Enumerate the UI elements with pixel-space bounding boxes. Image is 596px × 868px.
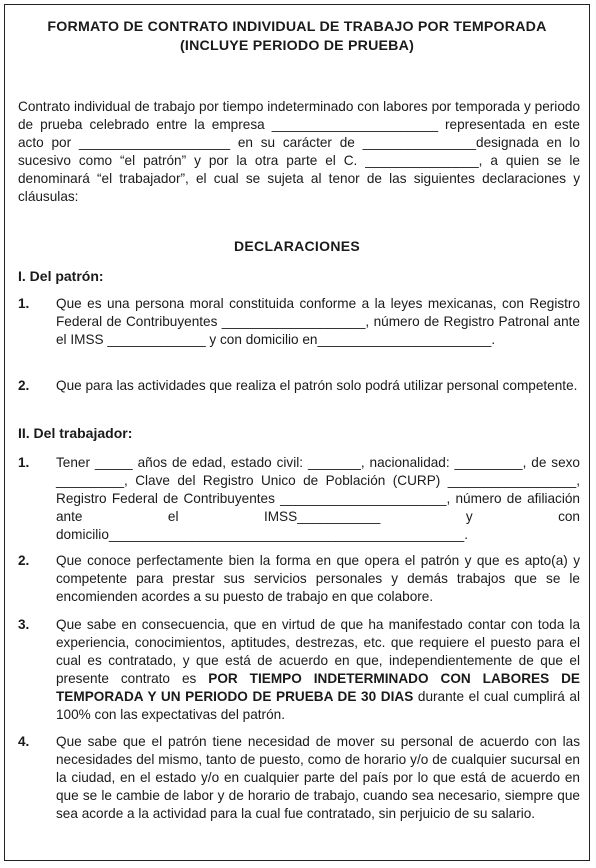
- patron-item-1: [18, 295, 580, 349]
- item-number: 2.: [18, 553, 30, 568]
- document-title: [13, 18, 581, 56]
- patron-item-2: [18, 377, 580, 395]
- trabajador-item-3: [18, 616, 580, 724]
- item-number: 4.: [18, 734, 30, 749]
- item-text: Que para las actividades que realiza el patrón solo podrá utilizar personal competente.: [56, 378, 578, 393]
- section-heading-trabajador: II. Del trabajador:: [18, 425, 133, 441]
- contract-document: [4, 4, 590, 861]
- intro-paragraph: Contrato individual de trabajo por tiempo indeterminado con labores por temporada y periodo de prueba celebrado entre la empresa ______________________ representada en este acto por ____________________ en su carácter de _______________designada en lo sucesivo como “el patrón” y por la otra parte el C. _______________, a quien se le denominará “el trabajador”, el cual se sujeta al tenor de las siguientes declaraciones y cláusulas:: [18, 99, 580, 204]
- title-line-2: (INCLUYE PERIODO DE PRUEBA): [180, 38, 414, 54]
- section-heading-patron: I. Del patrón:: [18, 268, 104, 284]
- item-text: [56, 616, 580, 724]
- item-number: 3.: [18, 617, 30, 632]
- trabajador-item-1: [18, 454, 580, 544]
- trabajador-item-2: [18, 552, 580, 606]
- item-number: 1.: [18, 296, 30, 311]
- item-number: 1.: [18, 455, 30, 470]
- item-text: Que es una persona moral constituida conforme a la leyes mexicanas, con Registro Federal de Contribuyentes ___________________, número de Registro Patronal ante el IMSS _____________ y con domicilio en_______________________.: [56, 296, 580, 347]
- declaraciones-heading: DECLARACIONES: [233, 238, 361, 254]
- item-text: Que conoce perfectamente bien la forma en que opera el patrón y que es apto(a) y competente para prestar sus servicios personales y demás trabajos que se le encomienden acordes a su puesto de trabajo en que colabore.: [56, 553, 580, 604]
- item-text-after: durante el cual cumplirá al 100% con las expectativas del patrón.: [56, 689, 580, 722]
- item-text-before: Que sabe en consecuencia, que en virtud de que ha manifestado contar con toda la experiencia, conocimientos, aptitudes, destrezas, etc. que requiere el puesto para el cual es contratado, y que está de acuerdo en que, independientemente de que el presente contrato es: [56, 617, 580, 686]
- item-number: 2.: [18, 378, 30, 393]
- trabajador-item-4: [18, 733, 580, 823]
- item-text: Tener _____ años de edad, estado civil: _______, nacionalidad: _________, de sexo _________, Clave del Registro Unico de Población (CURP) _________________, Registro Federal de Contribuyentes ______________________, número de afiliación ante el IMSS___________ y con domicilio_______________________________________________.: [56, 455, 580, 542]
- title-line-1: FORMATO DE CONTRATO INDIVIDUAL DE TRABAJO POR TEMPORADA: [47, 19, 547, 35]
- item-text: Que sabe que el patrón tiene necesidad de mover su personal de acuerdo con las necesidades del mismo, tanto de puesto, como de horario y/o de cualquier sucursal en la ciudad, en el estado y/o en cualquier parte del país por lo que está de acuerdo en que se le cambie de labor y de horario de trabajo, cuando sea necesario, siempre que sea acorde a la actividad para la cual fue contratado, sin perjuicio de su salario.: [56, 734, 580, 821]
- item-text-bold: POR TIEMPO INDETERMINADO CON LABORES DE TEMPORADA Y UN PERIODO DE PRUEBA DE 30 DIAS: [56, 671, 580, 704]
